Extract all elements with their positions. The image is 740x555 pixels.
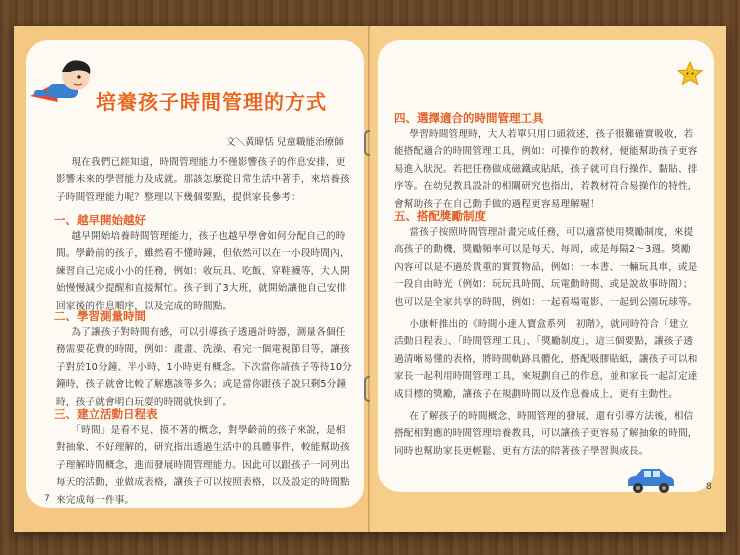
section-2-heading: 二、學習測量時間 [54,309,146,323]
page-number-right: 8 [706,482,712,492]
left-page [14,26,370,532]
blue-car-icon [622,466,678,496]
right-page [370,26,726,532]
section-1-body: 越早開始培養時間管理能力，孩子也越早學會如何分配自己的時間。學齡前的孩子，雖然看不懂時鐘，但依然可以在一小段時間內，練習自己完成小小的任務，例如：收玩具、吃飯、穿鞋襪等，大人開始慢慢減少提醒和直接幫忙。孩子到了3大班，就開始讓他自己安排回家後的作息順序，以及完成的時間點。 [56,231,350,312]
section-1-heading: 一、越早開始越好 [54,213,146,227]
section-5-heading: 五、搭配獎勵制度 [394,209,486,223]
page-number-left: 7 [44,494,50,504]
author-byline: 文＼黃暐恬 兒童職能治療師 [225,137,344,148]
product-paragraph: 小康軒推出的《時間小達人寶盒系列 初階》，就同時符合「建立活動日程表」、「時間管理工具」、「獎勵制度」，這三個要點，讓孩子透過清晰易懂的表格，將時間軌跡具體化，搭配吸膠貼紙，讓孩子可以和家長一起利用時間管理工具，來規劃自己的作息，並和家長一起訂定達成目標的獎勵，讓孩子在規劃時間以及作息養成上，更有主動性。 [394,319,698,400]
section-3-body: 「時間」是看不見、摸不著的概念，對學齡前的孩子來說，是相對抽象、不好理解的，研究指出透過生活中的具體事件，較能幫助孩子理解時間概念，進而發展時間管理能力。因此可以跟孩子一同列出每天的活動，並做成表格，讓孩子可以按照表格，以及設定的時間點來完成每一件事。 [56,425,350,506]
star-icon [676,60,704,88]
article-title: 培養孩子時間管理的方式 [96,90,327,114]
section-3-heading: 三、建立活動日程表 [54,407,158,421]
closing-paragraph: 在了解孩子的時間概念、時間管理的發展，還有引導方法後，相信搭配相對應的時間管理培養教具，可以讓孩子更容易了解抽象的時間，同時也幫助家長更輕鬆、更有方法的陪著孩子學習與成長。 [394,411,698,457]
section-2-body: 為了讓孩子對時間有感，可以引導孩子透過計時器，測量各個任務需要花費的時間，例如：畫畫、洗澡、看完一個電視節目等，讓孩子對於10分鐘、半小時、1小時更有概念。下次當你請孩子等待10分鐘時，孩子就會比較了解應該等多久；或是當你跟孩子說只剩5分鐘時，孩子就會明白玩耍的時間就快到了。 [56,327,352,408]
section-4-heading: 四、選擇適合的時間管理工具 [394,111,544,125]
section-5-body: 當孩子按照時間管理計畫完成任務，可以適當使用獎勵制度，來提高孩子的動機，獎勵頻率可以是每天、每周，或是每隔2～3週。獎勵內容可以是不過於貴重的實質物品，例如：一本書、一輛玩具車，或是一段自由時光（例如：玩玩具時間、玩電動時間、或是說故事時間）；也可以是全家共享的時間，例如：一起看場電影、一起到公園玩球等。 [394,227,698,308]
intro-paragraph: 現在我們已經知道，時間管理能力不僅影響孩子的作息安排，更影響未來的學習能力及成就。那該怎麼從日常生活中著手，來培養孩子時間管理能力呢？整理以下幾個要點，提供家長參考： [56,157,350,203]
section-4-body: 學習時間管理時，大人若單只用口頭敘述，孩子很難確實吸收，若能搭配適合的時間管理工具，例如：可操作的教材，便能幫助孩子更容易進入狀況。若把任務做成磁鐵或貼紙，孩子就可自行操作、黏貼、排序等。在幼兒教具設計的相關研究也指出，若教材符合易操作的特性，會幫助孩子在自己動手做的過程更容易理解喔！ [394,129,698,210]
open-booklet [14,26,726,532]
boy-superhero-icon [24,46,96,112]
